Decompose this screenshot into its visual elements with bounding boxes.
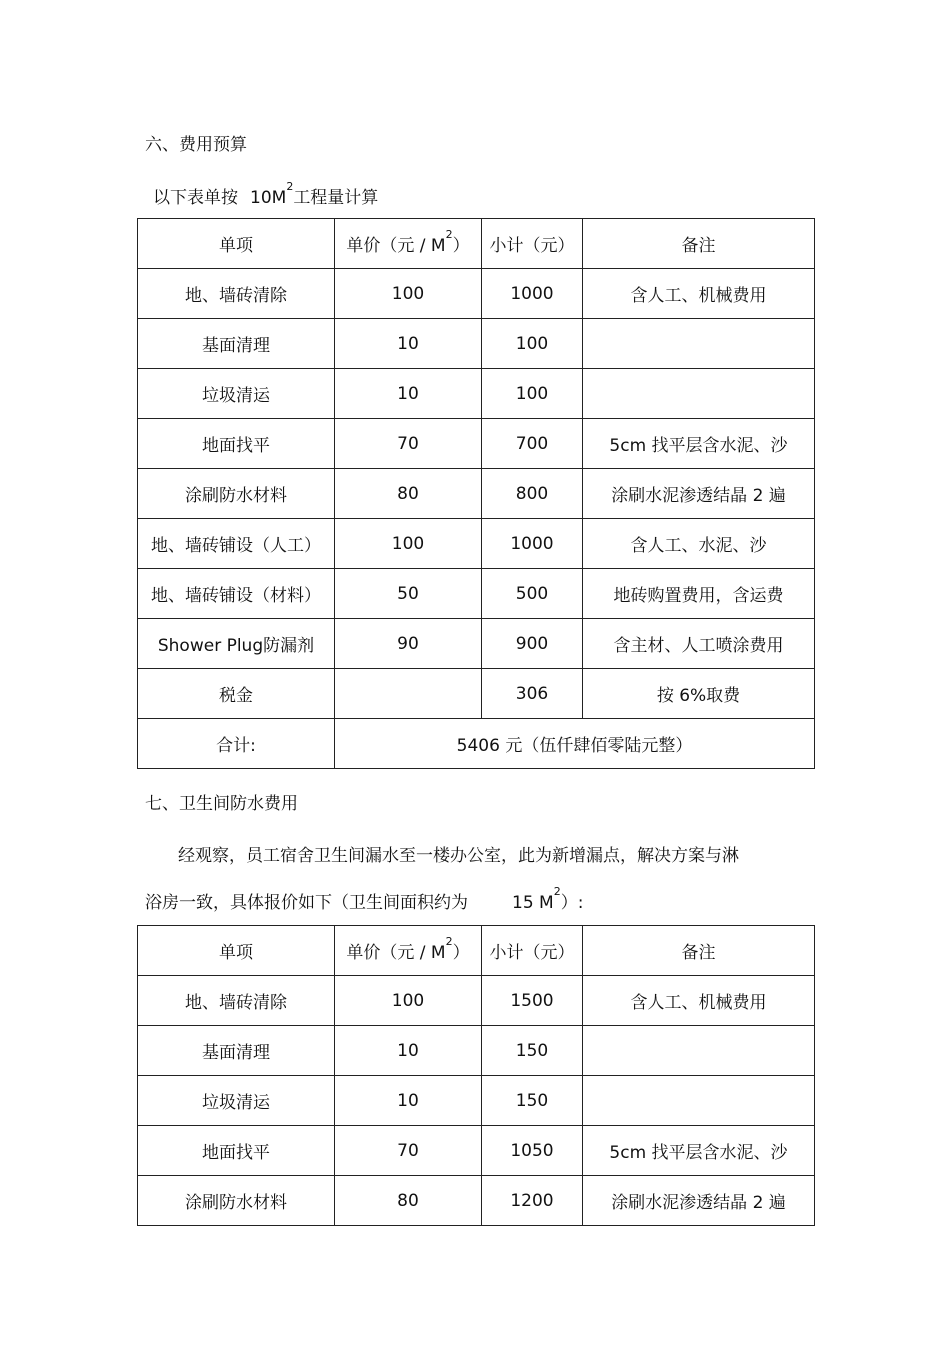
header-subtotal: 小计（元） xyxy=(482,219,583,269)
header-item: 单项 xyxy=(138,926,335,976)
cell-unit-price xyxy=(335,669,482,719)
cell-subtotal: 800 xyxy=(482,469,583,519)
table-row xyxy=(138,1026,815,1076)
cell-item: 税金 xyxy=(138,669,335,719)
cell-subtotal: 150 xyxy=(482,1076,583,1126)
bathroom-paragraph-line1: 经观察，员工宿舍卫生间漏水至一楼办公室，此为新增漏点，解决方案与淋 xyxy=(178,846,739,866)
intro-quantity: 10M xyxy=(250,188,287,208)
table-row xyxy=(138,319,815,369)
cell-subtotal: 1000 xyxy=(482,269,583,319)
cell-unit-price: 10 xyxy=(335,1076,482,1126)
budget-intro xyxy=(153,180,379,208)
cell-subtotal: 1200 xyxy=(482,1176,583,1226)
cell-remarks: 按 6%取费 xyxy=(583,669,815,719)
cell-remarks: 地砖购置费用，含运费 xyxy=(583,569,815,619)
table-row xyxy=(138,619,815,669)
table-row xyxy=(138,976,815,1026)
cell-item: 地面找平 xyxy=(138,1126,335,1176)
cell-subtotal: 700 xyxy=(482,419,583,469)
cell-unit-price: 10 xyxy=(335,319,482,369)
bathroom-table xyxy=(137,925,815,1226)
cell-remarks: 含人工、机械费用 xyxy=(583,976,815,1026)
cell-unit-price: 100 xyxy=(335,519,482,569)
cell-item: Shower Plug防漏剂 xyxy=(138,619,335,669)
cell-remarks: 含主材、人工喷涂费用 xyxy=(583,619,815,669)
cell-item: 地面找平 xyxy=(138,419,335,469)
table-row xyxy=(138,469,815,519)
cell-subtotal: 150 xyxy=(482,1026,583,1076)
para-suffix: ）: xyxy=(560,893,584,913)
cell-item: 地、墙砖铺设（人工） xyxy=(138,519,335,569)
cell-item: 地、墙砖铺设（材料） xyxy=(138,569,335,619)
cell-unit-price: 50 xyxy=(335,569,482,619)
cell-item: 地、墙砖清除 xyxy=(138,976,335,1026)
cell-remarks: 5cm 找平层含水泥、沙 xyxy=(583,419,815,469)
section-heading-budget: 六、费用预算 xyxy=(145,135,247,155)
para-superscript: 2 xyxy=(553,885,561,898)
bathroom-paragraph-line2 xyxy=(145,885,584,913)
cell-subtotal: 1050 xyxy=(482,1126,583,1176)
cell-remarks: 涂刷水泥渗透结晶 2 遍 xyxy=(583,469,815,519)
cell-unit-price: 70 xyxy=(335,1126,482,1176)
cell-item: 基面清理 xyxy=(138,1026,335,1076)
cell-item: 涂刷防水材料 xyxy=(138,469,335,519)
total-label: 合计: xyxy=(138,719,335,769)
cell-remarks xyxy=(583,319,815,369)
header-subtotal: 小计（元） xyxy=(482,926,583,976)
header-remarks: 备注 xyxy=(583,926,815,976)
table-row xyxy=(138,369,815,419)
cell-remarks: 涂刷水泥渗透结晶 2 遍 xyxy=(583,1176,815,1226)
table-row xyxy=(138,669,815,719)
para-prefix: 浴房一致，具体报价如下（卫生间面积约为 xyxy=(145,893,468,913)
header-unit-price: 单价（元 / $M^2$） xyxy=(335,926,482,976)
cell-remarks: 含人工、机械费用 xyxy=(583,269,815,319)
cell-unit-price: 100 xyxy=(335,976,482,1026)
cell-unit-price: 80 xyxy=(335,469,482,519)
header-remarks: 备注 xyxy=(583,219,815,269)
table-row xyxy=(138,1076,815,1126)
budget-table xyxy=(137,218,815,769)
cell-unit-price: 10 xyxy=(335,1026,482,1076)
total-value: 5406 元（伍仟肆佰零陆元整） xyxy=(335,719,815,769)
cell-remarks xyxy=(583,1076,815,1126)
table-total-row xyxy=(138,719,815,769)
cell-item: 垃圾清运 xyxy=(138,1076,335,1126)
cell-unit-price: 70 xyxy=(335,419,482,469)
cell-remarks xyxy=(583,1026,815,1076)
header-item: 单项 xyxy=(138,219,335,269)
table-row xyxy=(138,569,815,619)
cell-subtotal: 100 xyxy=(482,319,583,369)
cell-remarks xyxy=(583,369,815,419)
table-row xyxy=(138,1126,815,1176)
cell-subtotal: 100 xyxy=(482,369,583,419)
cell-unit-price: 10 xyxy=(335,369,482,419)
table-row xyxy=(138,419,815,469)
cell-item: 垃圾清运 xyxy=(138,369,335,419)
cell-item: 涂刷防水材料 xyxy=(138,1176,335,1226)
cell-subtotal: 900 xyxy=(482,619,583,669)
intro-superscript: 2 xyxy=(286,180,294,193)
cell-item: 地、墙砖清除 xyxy=(138,269,335,319)
cell-subtotal: 1500 xyxy=(482,976,583,1026)
cell-unit-price: 80 xyxy=(335,1176,482,1226)
section-heading-bathroom: 七、卫生间防水费用 xyxy=(145,794,298,814)
cell-unit-price: 90 xyxy=(335,619,482,669)
intro-prefix: 以下表单按 xyxy=(153,188,238,208)
cell-unit-price: 100 xyxy=(335,269,482,319)
para-quantity: 15 M xyxy=(512,893,554,913)
header-unit-price: 单价（元 / $M^2$） xyxy=(335,219,482,269)
table-row xyxy=(138,269,815,319)
table-row xyxy=(138,1176,815,1226)
cell-remarks: 含人工、水泥、沙 xyxy=(583,519,815,569)
cell-item: 基面清理 xyxy=(138,319,335,369)
cell-subtotal: 1000 xyxy=(482,519,583,569)
cell-subtotal: 500 xyxy=(482,569,583,619)
cell-remarks: 5cm 找平层含水泥、沙 xyxy=(583,1126,815,1176)
cell-subtotal: 306 xyxy=(482,669,583,719)
table-header-row xyxy=(138,926,815,976)
intro-suffix: 工程量计算 xyxy=(293,188,379,208)
table-row xyxy=(138,519,815,569)
table-header-row xyxy=(138,219,815,269)
